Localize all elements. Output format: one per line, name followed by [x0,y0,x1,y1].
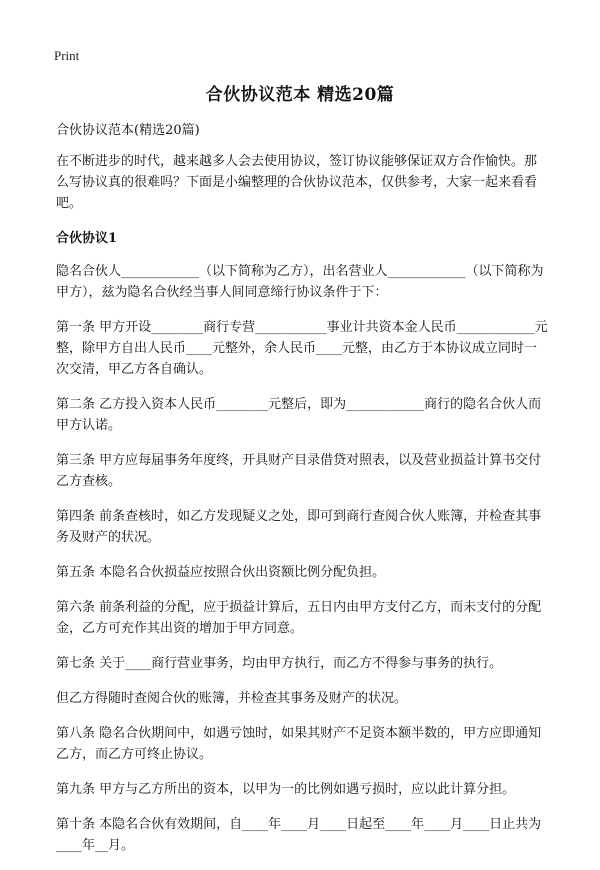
article-9: 第九条 甲方与乙方所出的资本，以甲为一的比例如遇亏损时，应以此计算分担。 [56,782,516,797]
document-body [56,120,548,870]
intro-paragraph: 在不断进步的时代，越来越多人会去使用协议，签订协议能够保证双方合作愉快。那么写协议真的很难吗？下面是小编整理的合伙协议范本，仅供参考，大家一起来看看吧。 [56,154,538,211]
article-5: 第五条 本隐名合伙损益应按照合伙出资额比例分配负担。 [56,565,386,580]
article-4: 第四条 前条查核时，如乙方发现疑义之处，即可到商行查阅合伙人账簿，并检查其事务及财产的状况。 [56,509,542,545]
article-2: 第二条 乙方投入资本人民币________元整后，即为____________商行的隐名合伙人而甲方认诺。 [56,397,542,433]
page-title: 合伙协议范本 精选20篇 [205,85,395,105]
paragraph-parties: 隐名合伙人____________（以下简称为乙方），出名营业人____________（以下简称为甲方），兹为隐名合伙经当事人间同意缔行协议条件于下： [56,264,544,300]
article-8: 第八条 隐名合伙期间中，如遇亏蚀时，如果其财产不足资本额半数的，甲方应即通知乙方，而乙方可终止协议。 [56,726,542,762]
article-3: 第三条 甲方应每届事务年度终，开具财产目录借贷对照表，以及营业损益计算书交付乙方查核。 [56,453,542,489]
section-heading: 合伙协议1 [56,231,118,246]
article-6: 第六条 前条利益的分配，应于损益计算后，五日内由甲方支付乙方，而未支付的分配金，乙方可充作其出资的增加于甲方同意。 [56,600,542,636]
article-1: 第一条 甲方开设________商行专营___________事业计共资本金人民币____________元整，除甲方自出人民币____元整外，余人民币____元整，由乙方于本协议成立同时一次交清，甲乙方各自确认。 [56,320,548,377]
print-link[interactable]: Print [54,48,80,63]
article-7-note: 但乙方得随时查阅合伙的账簿，并检查其事务及财产的状况。 [56,691,408,706]
article-7: 第七条 关于____商行营业事务，均由甲方执行，而乙方不得参与事务的执行。 [56,656,503,671]
document-subtitle: 合伙协议范本(精选20篇) [56,123,200,138]
article-10: 第十条 本隐名合伙有效期间，自____年____月____日起至____年____月____日止共为____年__月。 [56,817,542,853]
